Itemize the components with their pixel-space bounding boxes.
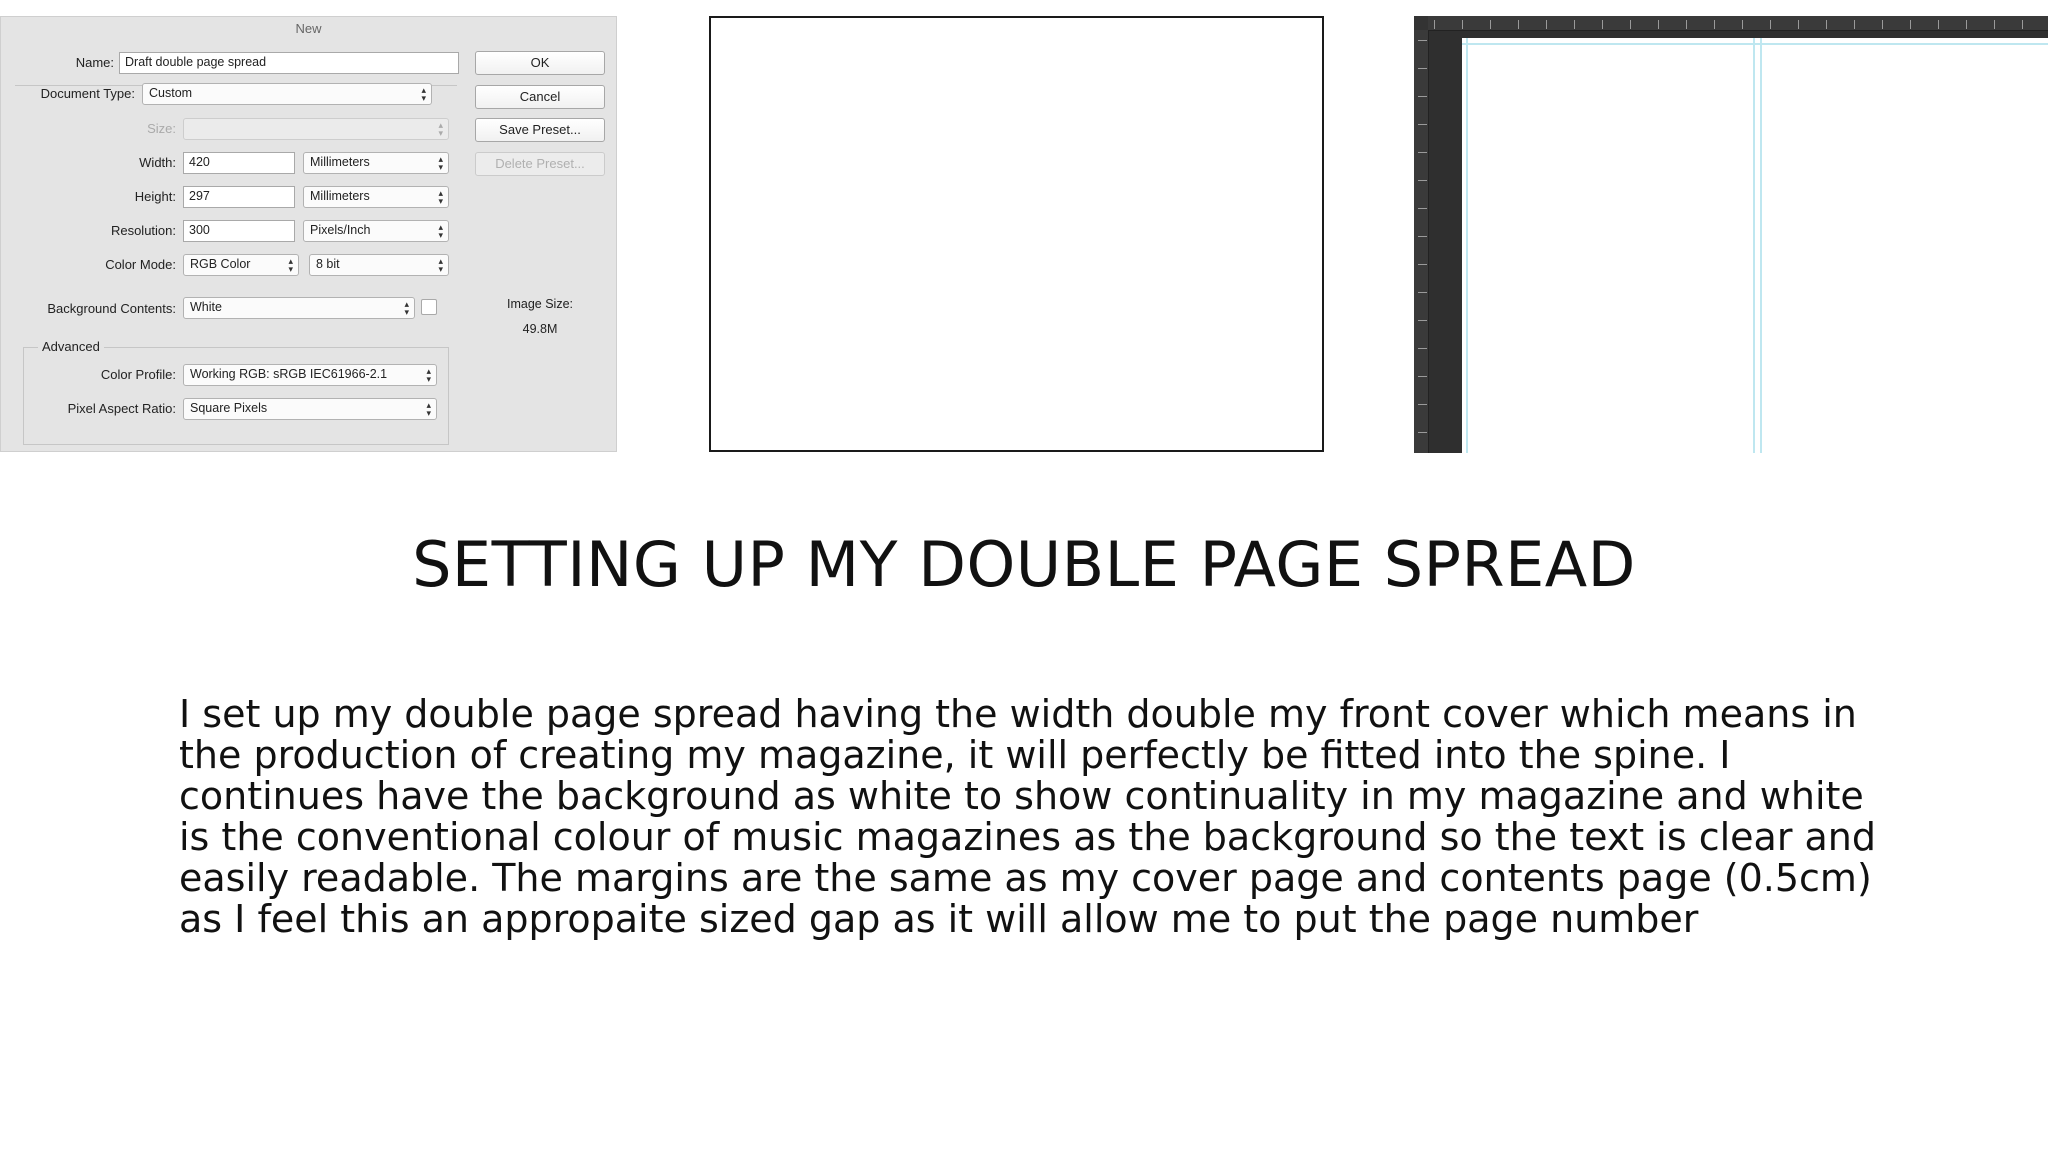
ruler-tick xyxy=(1714,20,1715,29)
ruler-origin[interactable] xyxy=(1414,16,1428,30)
ruler-tick xyxy=(1418,432,1427,433)
ruler-tick xyxy=(1418,236,1427,237)
ruler-tick xyxy=(1630,20,1631,29)
select-arrows-icon: ▴ ▾ xyxy=(421,85,426,103)
ruler-tick xyxy=(1938,20,1939,29)
resolution-input[interactable]: 300 xyxy=(183,220,295,242)
resolution-unit-select[interactable] xyxy=(303,220,449,242)
document-type-value: Custom xyxy=(149,86,193,100)
body-line: is the conventional colour of music magazines as the background so the text is clear and xyxy=(179,815,1877,859)
ruler-tick xyxy=(1418,292,1427,293)
ruler-tick xyxy=(1418,348,1427,349)
vertical-ruler xyxy=(1414,30,1429,453)
pixel-aspect-ratio-value: Square Pixels xyxy=(190,401,268,415)
horizontal-ruler xyxy=(1414,16,2048,31)
color-profile-label: Color Profile: xyxy=(100,367,176,382)
ruler-tick xyxy=(1434,20,1435,29)
top-margin-guide[interactable] xyxy=(1462,43,2048,45)
select-arrows-icon: ▴ ▾ xyxy=(426,400,431,418)
spine-guide-right[interactable] xyxy=(1760,38,1762,453)
ruler-tick xyxy=(1418,68,1427,69)
name-label: Name: xyxy=(75,55,114,70)
delete-preset-button: Delete Preset... xyxy=(475,152,605,176)
width-label: Width: xyxy=(139,155,176,170)
ruler-tick xyxy=(1798,20,1799,29)
select-arrows-icon: ▴ ▾ xyxy=(426,366,431,384)
background-color-swatch[interactable] xyxy=(421,299,437,315)
advanced-group-border xyxy=(23,347,449,445)
spine-guide-left[interactable] xyxy=(1753,38,1755,453)
ruler-tick xyxy=(1826,20,1827,29)
background-contents-select[interactable] xyxy=(183,297,415,319)
select-arrows-icon: ▴ ▾ xyxy=(438,222,443,240)
ruler-tick xyxy=(1882,20,1883,29)
slide-body xyxy=(179,694,1879,940)
select-arrows-icon: ▴ ▾ xyxy=(288,256,293,274)
ruler-tick xyxy=(1742,20,1743,29)
select-arrows-icon: ▴ ▾ xyxy=(438,188,443,206)
ruler-tick xyxy=(1418,40,1427,41)
height-unit-value: Millimeters xyxy=(310,189,370,203)
resolution-label: Resolution: xyxy=(110,223,176,238)
ruler-tick xyxy=(1418,404,1427,405)
select-arrows-icon: ▴ ▾ xyxy=(404,299,409,317)
pixel-aspect-ratio-label: Pixel Aspect Ratio: xyxy=(67,401,176,416)
ruler-tick xyxy=(1910,20,1911,29)
save-preset-button[interactable]: Save Preset... xyxy=(475,118,605,142)
dialog-title: New xyxy=(295,21,322,36)
body-line: the production of creating my magazine, it will perfectly be fitted into the spine. I xyxy=(179,733,1731,777)
color-mode-select[interactable] xyxy=(183,254,299,276)
width-unit-value: Millimeters xyxy=(310,155,370,169)
photoshop-workspace xyxy=(1414,16,2048,453)
cancel-button[interactable]: Cancel xyxy=(475,85,605,109)
ruler-tick xyxy=(1418,264,1427,265)
blank-document-canvas xyxy=(709,16,1324,452)
ruler-tick xyxy=(1686,20,1687,29)
ruler-tick xyxy=(1418,152,1427,153)
document-type-select[interactable] xyxy=(142,83,432,105)
ruler-tick xyxy=(1418,180,1427,181)
ruler-tick xyxy=(1602,20,1603,29)
select-arrows-icon: ▴ ▾ xyxy=(438,256,443,274)
ruler-tick xyxy=(1518,20,1519,29)
height-unit-select[interactable] xyxy=(303,186,449,208)
color-mode-value: RGB Color xyxy=(190,257,251,271)
pixel-aspect-ratio-select[interactable] xyxy=(183,398,437,420)
body-line: as I feel this an appropaite sized gap as it will allow me to put the page number xyxy=(179,897,1699,941)
select-arrows-icon: ▴ ▾ xyxy=(438,120,443,138)
size-select xyxy=(183,118,449,140)
ruler-tick xyxy=(2022,20,2023,29)
body-line: continues have the background as white to show continuality in my magazine and white xyxy=(179,774,1864,818)
ruler-tick xyxy=(1418,208,1427,209)
ruler-tick xyxy=(1418,96,1427,97)
ruler-tick xyxy=(1462,20,1463,29)
resolution-unit-value: Pixels/Inch xyxy=(310,223,371,237)
body-line: easily readable. The margins are the same as my cover page and contents page (0.5cm) xyxy=(179,856,1872,900)
slide-title: SETTING UP MY DOUBLE PAGE SPREAD xyxy=(412,528,1636,601)
image-size-label: Image Size: xyxy=(506,297,573,311)
color-profile-value: Working RGB: sRGB IEC61966-2.1 xyxy=(190,367,388,381)
document-page xyxy=(1462,38,2048,453)
bit-depth-value: 8 bit xyxy=(316,257,340,271)
color-mode-label: Color Mode: xyxy=(105,257,176,272)
document-type-label: Document Type: xyxy=(37,86,135,101)
ruler-tick xyxy=(1418,124,1427,125)
image-size-value: 49.8M xyxy=(522,322,558,336)
ruler-tick xyxy=(1546,20,1547,29)
name-input[interactable]: Draft double page spread xyxy=(119,52,459,74)
ruler-tick xyxy=(1994,20,1995,29)
ruler-tick xyxy=(1770,20,1771,29)
bit-depth-select[interactable] xyxy=(309,254,449,276)
height-label: Height: xyxy=(134,189,176,204)
ruler-tick xyxy=(1418,320,1427,321)
select-arrows-icon: ▴ ▾ xyxy=(438,154,443,172)
left-margin-guide[interactable] xyxy=(1466,38,1468,453)
new-document-dialog xyxy=(0,16,617,452)
ruler-tick xyxy=(1658,20,1659,29)
height-input[interactable]: 297 xyxy=(183,186,295,208)
ruler-tick xyxy=(1490,20,1491,29)
background-contents-value: White xyxy=(190,300,222,314)
advanced-label: Advanced xyxy=(38,339,104,354)
ruler-tick xyxy=(1574,20,1575,29)
width-input[interactable]: 420 xyxy=(183,152,295,174)
size-label: Size: xyxy=(147,121,176,136)
ok-button[interactable]: OK xyxy=(475,51,605,75)
body-line: I set up my double page spread having the width double my front cover which means in xyxy=(179,692,1857,736)
ruler-tick xyxy=(1966,20,1967,29)
width-unit-select[interactable] xyxy=(303,152,449,174)
color-profile-select[interactable] xyxy=(183,364,437,386)
ruler-tick xyxy=(1854,20,1855,29)
ruler-tick xyxy=(1418,376,1427,377)
background-contents-label: Background Contents: xyxy=(47,301,176,316)
